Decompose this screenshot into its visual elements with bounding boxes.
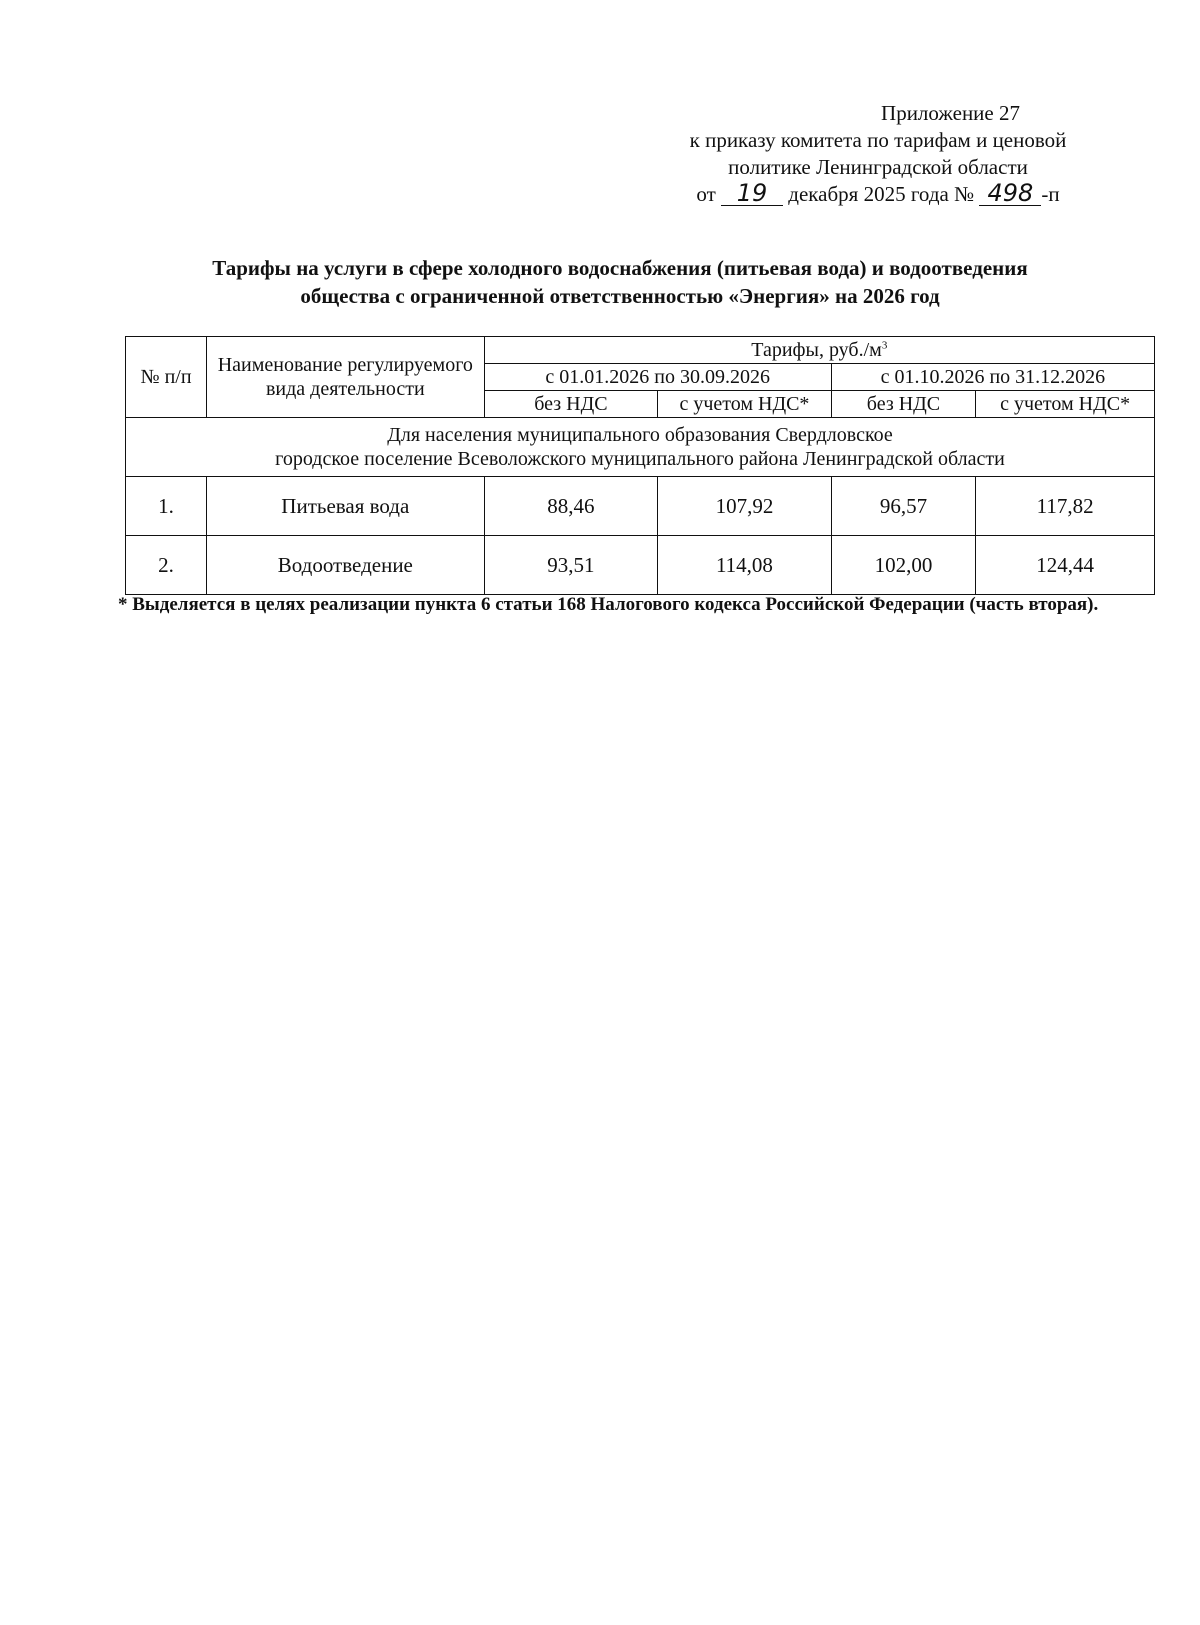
col-header-period-1: с 01.01.2026 по 30.09.2026 [484, 364, 831, 391]
number-suffix: -п [1041, 182, 1060, 206]
row-p1-no-vat: 88,46 [484, 477, 658, 536]
col-header-p1-with-vat: с учетом НДС* [658, 391, 832, 418]
tariffs-label: Тарифы, руб./м [751, 339, 882, 361]
title-line-1: Тарифы на услуги в сфере холодного водоснабжения (питьевая вода) и водоотведения [212, 256, 1028, 280]
col-header-number: № п/п [126, 337, 207, 418]
date-prefix: от [696, 182, 716, 206]
appendix-number: Приложение 27 [881, 101, 1020, 125]
date-middle: декабря 2025 года № [788, 182, 975, 206]
row-activity: Питьевая вода [207, 477, 485, 536]
col-header-p1-no-vat: без НДС [484, 391, 658, 418]
row-p1-no-vat: 93,51 [484, 536, 658, 595]
row-p2-with-vat: 117,82 [976, 477, 1155, 536]
row-p2-no-vat: 96,57 [831, 477, 975, 536]
vat-footnote: * Выделяется в целях реализации пункта 6 статьи 168 Налогового кодекса Российской Федерации (часть вторая). [118, 594, 1099, 615]
row-p2-no-vat: 102,00 [831, 536, 975, 595]
row-number: 1. [126, 477, 207, 536]
section-caption [126, 418, 1155, 477]
section-row [126, 418, 1155, 477]
row-activity: Водоотведение [207, 536, 485, 595]
section-line-1: Для населения муниципального образования Свердловское [387, 424, 893, 446]
table-row [126, 477, 1155, 536]
appendix-date-line [648, 181, 1108, 208]
row-number: 2. [126, 536, 207, 595]
row-p2-with-vat: 124,44 [976, 536, 1155, 595]
col-header-p2-no-vat: без НДС [831, 391, 975, 418]
col-header-p2-with-vat: с учетом НДС* [976, 391, 1155, 418]
document-title [120, 254, 1120, 310]
title-line-2: общества с ограниченной ответственностью «Энергия» на 2026 год [300, 284, 940, 308]
col-header-activity: Наименование регулируемого вида деятельности [207, 337, 485, 418]
row-p1-with-vat: 114,08 [658, 536, 832, 595]
appendix-order-ref: к приказу комитета по тарифам и ценовой [689, 128, 1067, 152]
handwritten-order-number: 498 [979, 181, 1041, 206]
header-row [126, 337, 1155, 364]
col-header-tariffs [484, 337, 1154, 364]
row-p1-with-vat: 107,92 [658, 477, 832, 536]
section-line-2: городское поселение Всеволожского муниципального района Ленинградской области [275, 448, 1005, 470]
table-row [126, 536, 1155, 595]
col-header-period-2: с 01.10.2026 по 31.12.2026 [831, 364, 1154, 391]
appendix-header [648, 100, 1108, 208]
tariffs-table [125, 336, 1155, 595]
unit-superscript: 3 [881, 339, 888, 352]
appendix-committee: политике Ленинградской области [728, 155, 1028, 179]
handwritten-day: 19 [721, 181, 783, 206]
